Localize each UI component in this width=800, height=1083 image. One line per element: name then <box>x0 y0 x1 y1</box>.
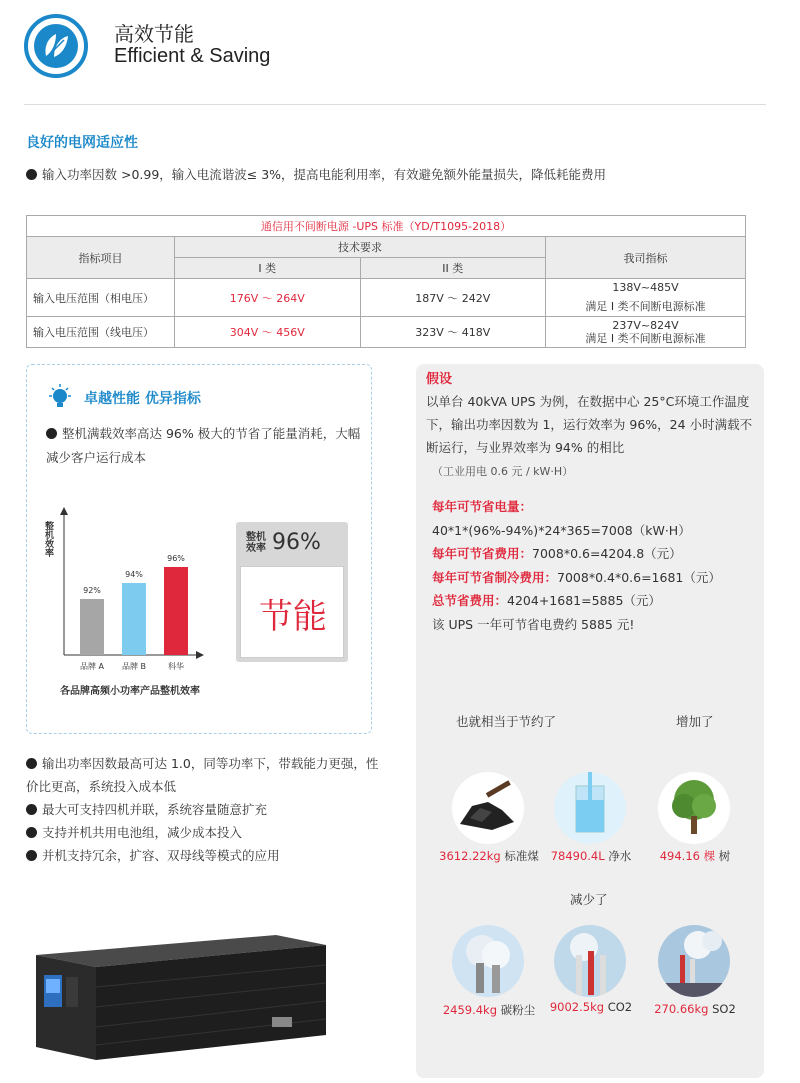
table-header-req: 技术要求 <box>175 237 546 258</box>
water-image <box>554 772 626 844</box>
divider <box>24 104 766 105</box>
bullet-dot-icon <box>26 804 37 815</box>
x-axis-arrow <box>196 651 204 659</box>
bar-1 <box>80 599 104 655</box>
table-cell: 237V~824V 满足 I 类不间断电源标准 <box>546 317 746 348</box>
y-axis-arrow <box>60 507 68 515</box>
coal-image <box>452 772 524 844</box>
table-cell: 输入电压范围（线电压） <box>27 317 175 348</box>
bullet-dot-icon <box>26 169 37 180</box>
coal-caption: 3612.22kg 标准煤 <box>439 849 539 863</box>
efficiency-chart <box>40 505 240 695</box>
co2-image <box>554 925 626 997</box>
dust-image <box>452 925 524 997</box>
table-cell: 输入电压范围（相电压） <box>27 279 175 317</box>
table-cell: 304V ～ 456V <box>175 317 361 348</box>
x-tick-label: 品牌 A <box>79 662 105 671</box>
feature-list <box>26 752 386 867</box>
section-title: 良好的电网适应性 <box>26 135 138 151</box>
table-cell: 138V~485V 满足 I 类不间断电源标准 <box>546 279 746 317</box>
chart-caption: 各品牌高频小功率产品整机效率 <box>60 686 200 697</box>
efficiency-card <box>236 522 348 662</box>
list-item: 输出功率因数最高可达 1.0，同等功率下，带载能力更强，性价比更高，系统投入成本低 <box>26 756 379 794</box>
efficiency-value: 96% <box>272 530 321 555</box>
table-header-ours: 我司指标 <box>546 237 746 279</box>
x-tick-label: 品牌 B <box>121 662 147 671</box>
tree-image <box>658 772 730 844</box>
table-caption: 通信用不间断电源 -UPS 标准（YD/T1095-2018） <box>27 216 746 237</box>
table-header-type2: II 类 <box>360 258 546 279</box>
page-title-cn: 高效节能 <box>114 22 194 46</box>
water-caption: 78490.4L 净水 <box>550 849 632 863</box>
so2-caption: 270.66kg SO2 <box>654 1002 736 1016</box>
performance-title: 卓越性能 优异指标 <box>84 391 201 407</box>
bar-value-label: 94% <box>125 570 143 579</box>
efficiency-label: 整机 效率 <box>246 532 266 554</box>
performance-text: 整机满载效率高达 96% 极大的节省了能量消耗，大幅减少客户运行成本 <box>46 426 361 465</box>
table-cell: 323V ～ 418V <box>360 317 546 348</box>
y-axis-label: 整机效率 <box>43 521 53 557</box>
bullet-dot-icon <box>26 758 37 769</box>
so2-image <box>658 925 730 997</box>
bullet-dot-icon <box>26 850 37 861</box>
table-cell: 176V ～ 264V <box>175 279 361 317</box>
co2-caption: 9002.5kg CO2 <box>549 1000 633 1014</box>
bar-2 <box>122 583 146 655</box>
energy-saving-word: 节能 <box>259 597 327 637</box>
list-item: 支持并机共用电池组，减少成本投入 <box>26 821 386 844</box>
grid-bullet: 输入功率因数 >0.99，输入电流谐波≤ 3%，提高电能利用率，有效避免额外能量损失，降低耗能费用 <box>26 165 606 183</box>
bar-3 <box>164 567 188 655</box>
ups-device-image <box>26 925 346 1065</box>
table-cell: 187V ～ 242V <box>360 279 546 317</box>
bar-value-label: 92% <box>83 586 101 595</box>
x-tick-label: 科华 <box>168 662 184 671</box>
list-item: 并机支持冗余，扩容、双母线等模式的应用 <box>26 844 386 867</box>
saved-title: 也就相当于节约了 <box>456 714 557 729</box>
added-title: 增加了 <box>676 714 714 729</box>
lightbulb-icon <box>46 383 74 411</box>
bullet-dot-icon <box>46 428 57 439</box>
bar-value-label: 96% <box>167 554 185 563</box>
dust-caption: 2459.4kg 碳粉尘 <box>442 1003 536 1017</box>
savings-calculation: 每年可节省电量： 40*1*(96%-94%)*24*365=7008（kW·H） 每年可节省费用：7008*0.6=4204.8（元） 每年可节省制冷费用：7008*0.4*0.6=1681（元） 总节省费用：4204+1681=5885（元） 该 UPS 一年可节省电费约 5885 元! <box>432 499 721 632</box>
page-title-en: Efficient & Saving <box>114 45 271 67</box>
assumption-title: 假设 <box>426 372 453 387</box>
tree-caption: 494.16 棵 树 <box>659 849 731 863</box>
table-header-item: 指标项目 <box>27 237 175 279</box>
spec-table <box>26 215 746 348</box>
leaf-logo-icon <box>24 14 88 78</box>
table-header-type1: I 类 <box>175 258 361 279</box>
list-item: 最大可支持四机并联，系统容量随意扩充 <box>26 798 386 821</box>
assumption-text: 以单台 40kVA UPS 为例，在数据中心 25°C环境工作温度下，输出功率因数为 1，运行效率为 96%，24 小时满载不断运行，与业界效率为 94% 的相比 （工业用电 0.6 元 / kW·H） <box>426 394 753 478</box>
reduced-title: 减少了 <box>570 892 608 907</box>
bullet-dot-icon <box>26 827 37 838</box>
